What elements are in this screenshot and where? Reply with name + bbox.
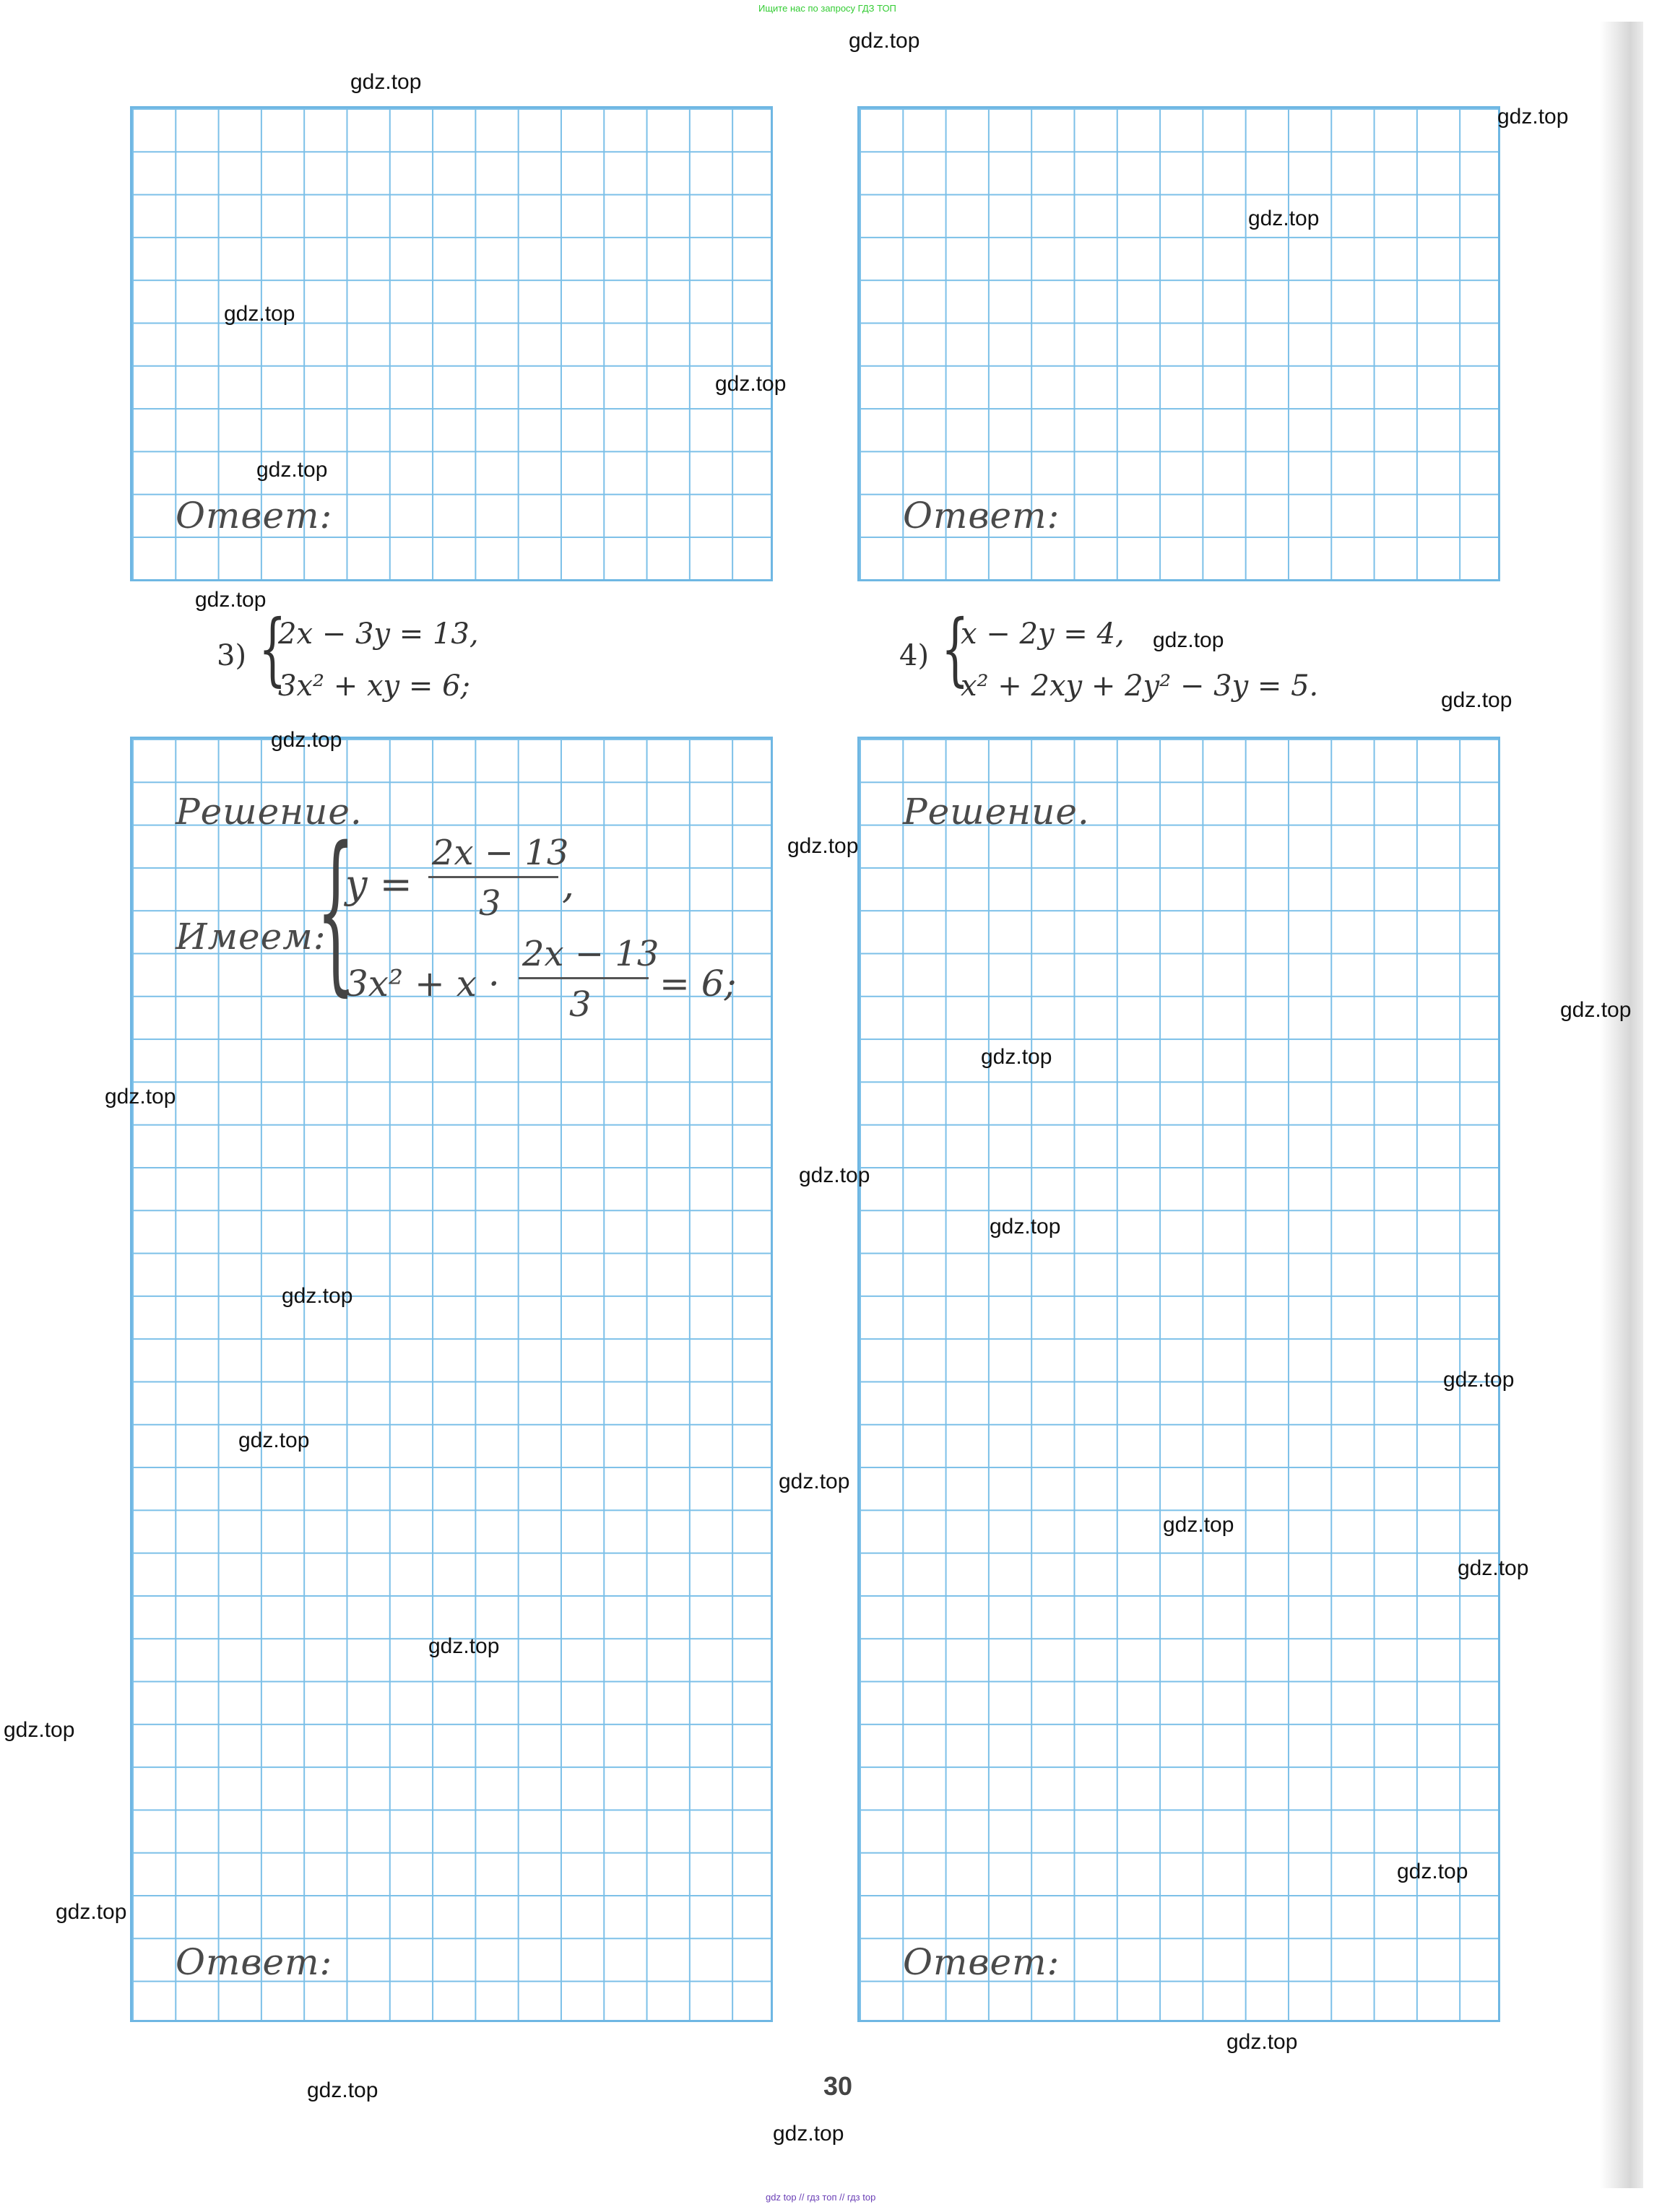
problem-3-eq1: 2x − 3y = 13, (278, 617, 479, 651)
grid-top-left (130, 106, 773, 581)
watermark: gdz.top (195, 588, 267, 612)
watermark: gdz.top (1497, 105, 1569, 129)
solution-line1-den: 3 (479, 883, 501, 924)
problem-4-eq2: x² + 2xy + 2y² − 3y = 5. (961, 669, 1319, 703)
solution-line1-num: 2x − 13 (432, 833, 569, 873)
watermark: gdz.top (1226, 2030, 1298, 2054)
watermark: gdz.top (981, 1045, 1052, 1069)
grid-bottom-right (857, 737, 1500, 2022)
header-note: Ищите нас по запросу ГДЗ ТОП (758, 3, 896, 14)
watermark: gdz.top (773, 2122, 844, 2146)
watermark: gdz.top (307, 2078, 378, 2102)
watermark: gdz.top (849, 29, 920, 53)
solution-line2-fraction-bar (519, 977, 649, 979)
watermark: gdz.top (1560, 998, 1632, 1022)
solution-line2-num: 2x − 13 (522, 934, 659, 974)
watermark: gdz.top (56, 1900, 127, 1924)
footer-note: gdz top // гдз топ // гдз top (766, 2192, 876, 2203)
watermark: gdz.top (428, 1634, 500, 1658)
problem-3 (217, 602, 578, 711)
watermark: gdz.top (238, 1428, 310, 1452)
watermark: gdz.top (715, 372, 787, 396)
watermark: gdz.top (224, 302, 295, 326)
watermark: gdz.top (1458, 1556, 1529, 1580)
watermark: gdz.top (1441, 688, 1512, 712)
solution-line1-fraction-bar (428, 876, 558, 878)
page-number: 30 (823, 2071, 853, 2101)
problem-4-number: 4) (899, 639, 930, 672)
watermark: gdz.top (1397, 1860, 1468, 1883)
problem-4 (899, 602, 1405, 711)
answer-label-bottom-left: Ответ: (176, 1941, 333, 1983)
answer-label-top-right: Ответ: (903, 495, 1060, 537)
watermark: gdz.top (1443, 1368, 1515, 1392)
problem-3-brace: { (259, 602, 287, 695)
solution-label-right: Решение. (903, 791, 1090, 833)
watermark: gdz.top (787, 834, 859, 858)
solution-line2-den: 3 (569, 984, 592, 1025)
watermark: gdz.top (779, 1470, 850, 1493)
solution-brace: { (316, 810, 355, 1012)
answer-label-bottom-right: Ответ: (903, 1941, 1060, 1983)
solution-line2-end: = 6; (659, 963, 737, 1005)
solution-line2-lhs: 3x² + x · (345, 963, 500, 1005)
answer-label-top-left: Ответ: (176, 495, 333, 537)
watermark: gdz.top (4, 1718, 75, 1742)
problem-4-brace: { (941, 602, 969, 695)
grid-top-right (857, 106, 1500, 581)
solution-line1-lhs: y = (345, 862, 412, 907)
problem-3-eq2: 3x² + xy = 6; (278, 669, 471, 703)
grid-bottom-left (130, 737, 773, 2022)
watermark: gdz.top (256, 458, 328, 482)
watermark: gdz.top (799, 1163, 870, 1187)
have-label: Имеем: (176, 916, 326, 958)
watermark: gdz.top (990, 1215, 1061, 1239)
page-edge-shadow (1600, 22, 1643, 2188)
watermark: gdz.top (271, 728, 342, 752)
solution-line1-end: , (562, 862, 575, 907)
solution-label-left: Решение. (176, 791, 363, 833)
watermark: gdz.top (350, 70, 422, 94)
watermark: gdz.top (1248, 207, 1320, 230)
watermark: gdz.top (105, 1085, 176, 1109)
watermark: gdz.top (282, 1284, 353, 1308)
problem-3-number: 3) (217, 639, 247, 672)
problem-4-eq1: x − 2y = 4, (961, 617, 1125, 651)
watermark: gdz.top (1153, 628, 1224, 652)
watermark: gdz.top (1163, 1513, 1234, 1537)
